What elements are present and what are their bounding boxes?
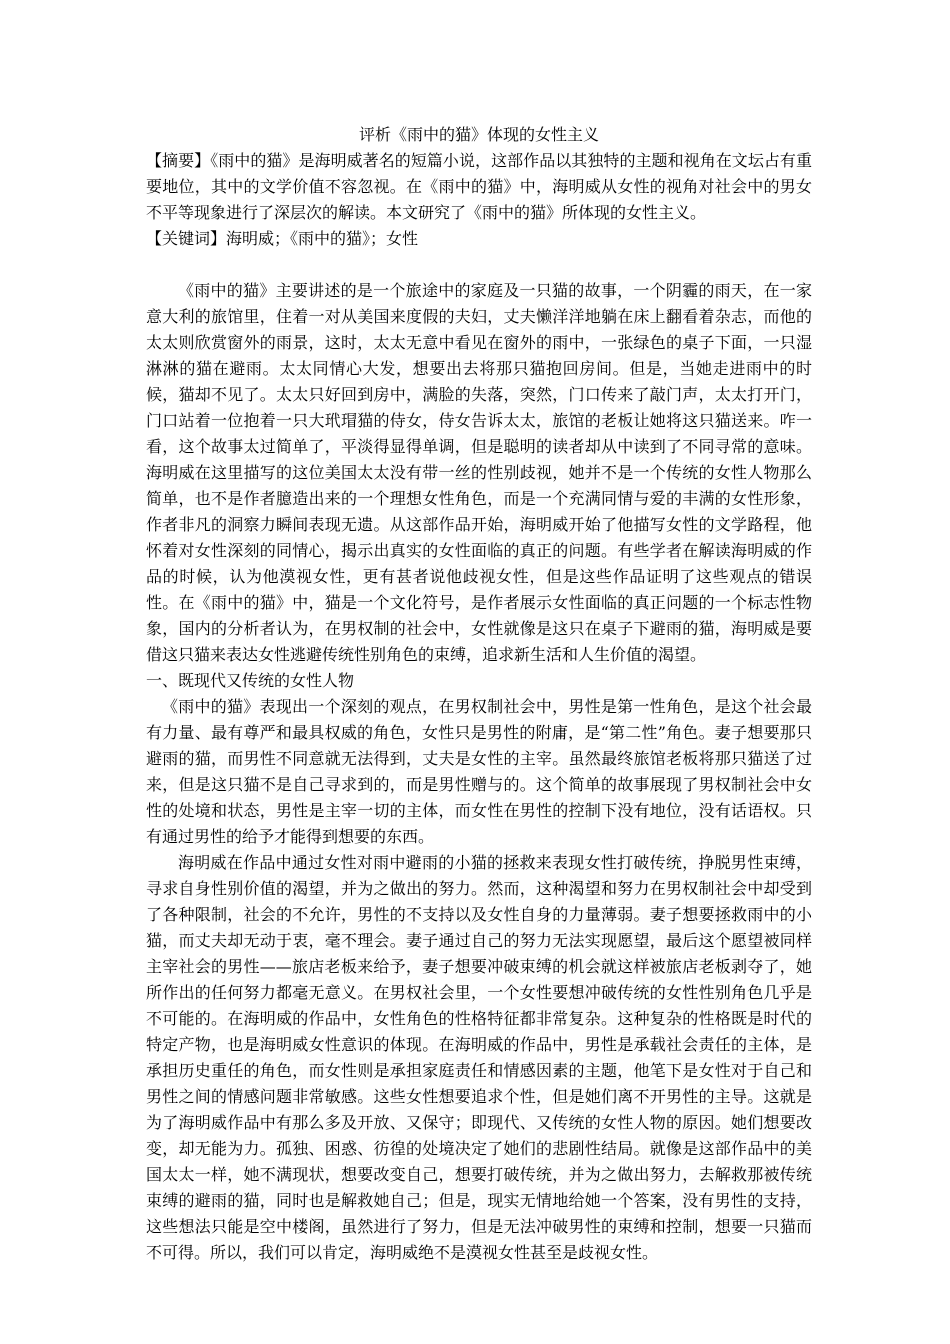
- document-page: [146, 122, 812, 1266]
- body-paragraph-2: 《雨中的猫》表现出一个深刻的观点，在男权制社会中，男性是第一性角色，是这个社会最有力量、最有尊严和最具权威的角色，女性只是男性的附庸，是“第二性”角色。妻子想要那只避雨的猫，而男性不同意就无法得到，丈夫是女性的主宰。虽然最终旅馆老板将那只猫送了过来，但是这只猫不是自己寻求到的，而是男性赠与的。这个简单的故事展现了男权制社会中女性的处境和状态，男性是主宰一切的主体，而女性在男性的控制下没有地位，没有话语权。只有通过男性的给予才能得到想要的东西。: [146, 697, 812, 846]
- body-paragraph-1: 《雨中的猫》主要讲述的是一个旅途中的家庭及一只猫的故事，一个阴霾的雨天，在一家意大利的旅馆里，住着一对从美国来度假的夫妇，丈夫懒洋洋地躺在床上翻看着杂志，而他的太太则欣赏窗外的雨景，这时，太太无意中看见在窗外的雨中，一张绿色的桌子下面，一只湿淋淋的猫在避雨。太太同情心大发，想要出去将那只猫抱回房间。但是，当她走进雨中的时候，猫却不见了。太太只好回到房中，满脸的失落，突然，门口传来了敲门声，太太打开门，门口站着一位抱着一只大玳瑁猫的侍女，侍女告诉太太，旅馆的老板让她将这只猫送来。咋一看，这个故事太过简单了，平淡得显得单调，但是聪明的读者却从中读到了不同寻常的意味。海明威在这里描写的这位美国太太没有带一丝的性别歧视，她并不是一个传统的女性人物那么简单，也不是作者臆造出来的一个理想女性角色，而是一个充满同情与爱的丰满的女性形象，作者非凡的洞察力瞬间表现无遗。从这部作品开始，海明威开始了他描写女性的文学路程，他怀着对女性深刻的同情心，揭示出真实的女性面临的真正的问题。有些学者在解读海明威的作品的时候，认为他漠视女性，更有甚者说他歧视女性，但是这些作品证明了这些观点的错误性。在《雨中的猫》中，猫是一个文化符号，是作者展示女性面临的真正问题的一个标志性物象，国内的分析者认为，在男权制的社会中，女性就像是这只在桌子下避雨的猫，海明威是要借这只猫来表达女性逃避传统性别角色的束缚，追求新生活和人生价值的渴望。: [146, 281, 812, 664]
- blank-line: [146, 252, 812, 278]
- section-heading-1: 一、既现代又传统的女性人物: [146, 671, 355, 690]
- document-title: 评析《雨中的猫》体现的女性主义: [358, 125, 599, 144]
- body-paragraph-3: 海明威在作品中通过女性对雨中避雨的小猫的拯救来表现女性打破传统，挣脱男性束缚，寻求自身性别价值的渴望，并为之做出的努力。然而，这种渴望和努力在男权制社会中却受到了各种限制，社会的不允许，男性的不支持以及女性自身的力量薄弱。妻子想要拯救雨中的小猫，而丈夫却无动于衷，毫不理会。妻子通过自己的努力无法实现愿望，最后这个愿望被同样主宰社会的男性——旅店老板来给予，妻子想要冲破束缚的机会就这样被旅店老板剥夺了，她所作出的任何努力都毫无意义。在男权社会里，一个女性要想冲破传统的女性性别角色几乎是不可能的。在海明威的作品中，女性角色的性格特征都非常复杂。这种复杂的性格既是时代的特定产物，也是海明威女性意识的体现。在海明威的作品中，男性是承载社会责任的主体，是承担历史重任的角色，而女性则是承担家庭责任和情感因素的主题，他笔下是女性对于自己和男性之间的情感问题非常敏感。这些女性想要追求个性，但是她们离不开男性的主导。这就是为了海明威作品中有那么多及开放、又保守；即现代、又传统的女性人物的原因。她们想要改变，却无能为力。孤独、困惑、彷徨的处境决定了她们的悲剧性结局。就像是这部作品中的美国太太一样，她不满现状，想要改变自己，想要打破传统，并为之做出努力，去解救那被传统束缚的避雨的猫，同时也是解救她自己；但是，现实无情地给她一个答案，没有男性的支持，这些想法只能是空中楼阁，虽然进行了努力，但是无法冲破男性的束缚和控制，想要一只猫而不可得。所以，我们可以肯定，海明威绝不是漠视女性甚至是歧视女性。: [146, 853, 812, 1262]
- keywords-line: 【关键词】海明威；《雨中的猫》；女性: [146, 229, 419, 248]
- abstract-paragraph: 【摘要】《雨中的猫》是海明威著名的短篇小说，这部作品以其独特的主题和视角在文坛占有重要地位，其中的文学价值不容忽视。在《雨中的猫》中，海明威从女性的视角对社会中的男女不平等现象进行了深层次的解读。本文研究了《雨中的猫》所体现的女性主义。: [146, 151, 812, 222]
